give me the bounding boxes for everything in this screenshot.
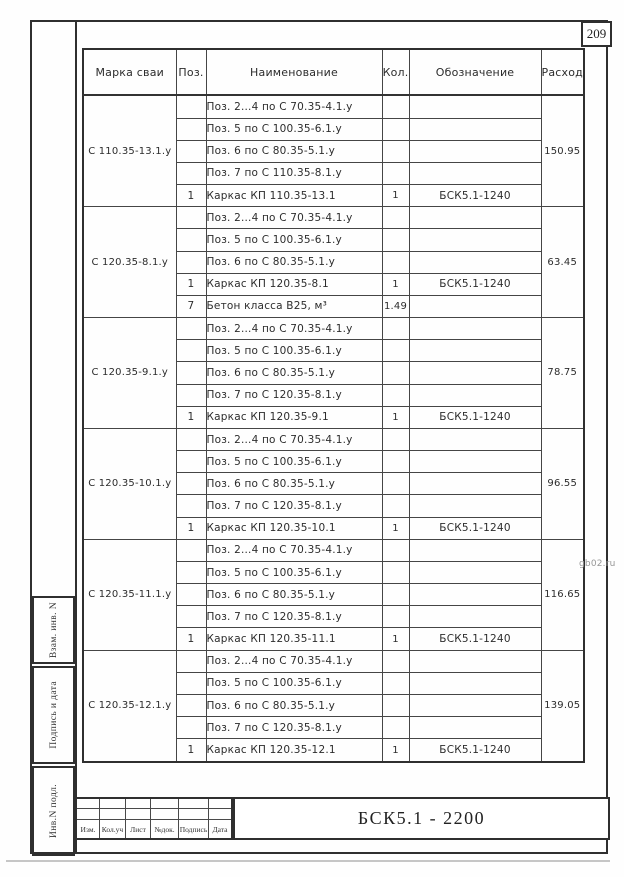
- revision-cell: [77, 799, 100, 809]
- qty-cell: [382, 340, 409, 362]
- designation-cell: [409, 539, 541, 561]
- designation-cell: [409, 694, 541, 716]
- name-cell: Поз. 7 по С 120.35-8.1.у: [206, 384, 382, 406]
- qty-cell: [382, 251, 409, 273]
- name-cell: Бетон класса В25, м³: [206, 295, 382, 317]
- qty-cell: [382, 451, 409, 473]
- designation-cell: [409, 717, 541, 739]
- designation-cell: [409, 251, 541, 273]
- name-cell: Поз. 6 по С 80.35-5.1.у: [206, 584, 382, 606]
- pos-cell: [176, 162, 206, 184]
- designation-cell: [409, 95, 541, 118]
- pos-cell: [176, 95, 206, 118]
- qty-cell: 1: [382, 628, 409, 650]
- mark-cell: С 120.35-8.1.у: [83, 207, 176, 318]
- doc-number-cell: [233, 797, 610, 840]
- designation-cell: [409, 140, 541, 162]
- name-cell: Поз. 2...4 по С 70.35-4.1.у: [206, 539, 382, 561]
- name-cell: Поз. 2...4 по С 70.35-4.1.у: [206, 318, 382, 340]
- name-cell: Поз. 7 по С 120.35-8.1.у: [206, 495, 382, 517]
- designation-cell: [409, 672, 541, 694]
- col-header-qty: Кол.: [382, 49, 409, 95]
- pos-cell: [176, 362, 206, 384]
- designation-cell: [409, 118, 541, 140]
- qty-cell: [382, 495, 409, 517]
- pos-cell: [176, 118, 206, 140]
- designation-cell: [409, 229, 541, 251]
- qty-cell: [382, 229, 409, 251]
- revision-cell: [151, 799, 179, 809]
- consumption-cell: 139.05: [541, 650, 584, 762]
- name-cell: Поз. 5 по С 100.35-6.1.у: [206, 118, 382, 140]
- designation-cell: [409, 473, 541, 495]
- qty-cell: 1: [382, 273, 409, 295]
- stamp-vzam-inv-n-label: Взам. инв. N: [48, 601, 59, 659]
- designation-cell: [409, 340, 541, 362]
- designation-cell: БСК5.1-1240: [409, 517, 541, 539]
- qty-cell: 1: [382, 185, 409, 207]
- pos-cell: [176, 606, 206, 628]
- pos-cell: 1: [176, 273, 206, 295]
- footer-label-list: Лист: [126, 820, 151, 838]
- qty-cell: 1: [382, 406, 409, 428]
- stamp-podpis-i-data: [32, 666, 75, 764]
- designation-cell: [409, 162, 541, 184]
- name-cell: Поз. 6 по С 80.35-5.1.у: [206, 140, 382, 162]
- footer-label-izm: Изм.: [77, 820, 100, 838]
- pos-cell: [176, 251, 206, 273]
- name-cell: Каркас КП 120.35-12.1: [206, 739, 382, 762]
- qty-cell: 1: [382, 517, 409, 539]
- pos-cell: [176, 384, 206, 406]
- name-cell: Поз. 5 по С 100.35-6.1.у: [206, 672, 382, 694]
- col-header-name: Наименование: [206, 49, 382, 95]
- name-cell: Поз. 5 по С 100.35-6.1.у: [206, 561, 382, 583]
- mark-cell: С 120.35-9.1.у: [83, 318, 176, 429]
- designation-cell: БСК5.1-1240: [409, 406, 541, 428]
- designation-cell: БСК5.1-1240: [409, 739, 541, 762]
- revision-cell: [209, 799, 231, 809]
- name-cell: Каркас КП 120.35-11.1: [206, 628, 382, 650]
- pos-cell: [176, 584, 206, 606]
- revision-cell: [77, 809, 100, 820]
- name-cell: Поз. 2...4 по С 70.35-4.1.у: [206, 207, 382, 229]
- stamp-vzam-inv-n: [32, 596, 75, 664]
- pos-cell: 1: [176, 628, 206, 650]
- doc-number: БСК5.1 - 2200: [357, 808, 486, 828]
- frame-left-inner-border: [75, 20, 77, 854]
- name-cell: Поз. 7 по С 110.35-8.1.у: [206, 162, 382, 184]
- revision-cell: [151, 809, 179, 820]
- pile-spec-table: [82, 48, 585, 763]
- table-row: [83, 650, 584, 672]
- pos-cell: [176, 340, 206, 362]
- designation-cell: [409, 207, 541, 229]
- designation-cell: [409, 295, 541, 317]
- name-cell: Поз. 2...4 по С 70.35-4.1.у: [206, 650, 382, 672]
- mark-cell: С 120.35-10.1.у: [83, 428, 176, 539]
- qty-cell: [382, 428, 409, 450]
- name-cell: Каркас КП 110.35-13.1: [206, 185, 382, 207]
- qty-cell: [382, 118, 409, 140]
- name-cell: Каркас КП 120.35-8.1: [206, 273, 382, 295]
- mark-cell: С 120.35-12.1.у: [83, 650, 176, 762]
- qty-cell: [382, 694, 409, 716]
- watermark: gb02.ru: [579, 559, 616, 569]
- name-cell: Поз. 6 по С 80.35-5.1.у: [206, 473, 382, 495]
- pos-cell: 7: [176, 295, 206, 317]
- pos-cell: [176, 318, 206, 340]
- qty-cell: [382, 362, 409, 384]
- qty-cell: [382, 95, 409, 118]
- pos-cell: [176, 672, 206, 694]
- designation-cell: БСК5.1-1240: [409, 185, 541, 207]
- name-cell: Поз. 5 по С 100.35-6.1.у: [206, 451, 382, 473]
- qty-cell: [382, 650, 409, 672]
- pos-cell: 1: [176, 739, 206, 762]
- pos-cell: [176, 207, 206, 229]
- name-cell: Поз. 5 по С 100.35-6.1.у: [206, 340, 382, 362]
- designation-cell: [409, 606, 541, 628]
- designation-cell: [409, 428, 541, 450]
- revision-cell: [100, 809, 126, 820]
- stamp-inv-n-podl: [32, 766, 75, 856]
- table-row: [83, 539, 584, 561]
- col-header-pos: Поз.: [176, 49, 206, 95]
- consumption-cell: 63.45: [541, 207, 584, 318]
- qty-cell: [382, 473, 409, 495]
- col-header-mark: Марка сваи: [83, 49, 176, 95]
- name-cell: Каркас КП 120.35-9.1: [206, 406, 382, 428]
- revision-cell: [126, 809, 151, 820]
- qty-cell: [382, 561, 409, 583]
- table-row: [83, 207, 584, 229]
- table-row: [83, 95, 584, 118]
- footer-label-koluch: Кол.уч: [100, 820, 126, 838]
- pos-cell: [176, 717, 206, 739]
- qty-cell: [382, 162, 409, 184]
- name-cell: Поз. 2...4 по С 70.35-4.1.у: [206, 428, 382, 450]
- pos-cell: [176, 140, 206, 162]
- pos-cell: [176, 473, 206, 495]
- qty-cell: [382, 717, 409, 739]
- scan-edge-line: [6, 860, 610, 862]
- name-cell: Поз. 6 по С 80.35-5.1.у: [206, 251, 382, 273]
- pos-cell: 1: [176, 406, 206, 428]
- pos-cell: 1: [176, 517, 206, 539]
- consumption-cell: 150.95: [541, 95, 584, 207]
- qty-cell: [382, 384, 409, 406]
- revision-cell: [179, 799, 209, 809]
- revision-cell: [126, 799, 151, 809]
- designation-cell: [409, 561, 541, 583]
- name-cell: Поз. 7 по С 120.35-8.1.у: [206, 606, 382, 628]
- pos-cell: [176, 694, 206, 716]
- stamp-inv-n-podl-label: Инв.N подл.: [48, 784, 59, 838]
- designation-cell: [409, 384, 541, 406]
- qty-cell: [382, 140, 409, 162]
- qty-cell: 1.49: [382, 295, 409, 317]
- qty-cell: 1: [382, 739, 409, 762]
- pos-cell: [176, 539, 206, 561]
- revision-cell: [209, 809, 231, 820]
- page-number-box: [581, 21, 612, 47]
- designation-cell: БСК5.1-1240: [409, 628, 541, 650]
- page-number: 209: [586, 26, 607, 41]
- pos-cell: [176, 229, 206, 251]
- consumption-cell: 96.55: [541, 428, 584, 539]
- name-cell: Каркас КП 120.35-10.1: [206, 517, 382, 539]
- qty-cell: [382, 207, 409, 229]
- name-cell: Поз. 6 по С 80.35-5.1.у: [206, 694, 382, 716]
- col-header-consumption: Расход: [541, 49, 584, 95]
- name-cell: Поз. 7 по С 120.35-8.1.у: [206, 717, 382, 739]
- table-row: [83, 318, 584, 340]
- designation-cell: [409, 318, 541, 340]
- mark-cell: С 120.35-11.1.у: [83, 539, 176, 650]
- mark-cell: С 110.35-13.1.у: [83, 95, 176, 207]
- qty-cell: [382, 539, 409, 561]
- designation-cell: [409, 650, 541, 672]
- pos-cell: [176, 561, 206, 583]
- pos-cell: [176, 650, 206, 672]
- table-row: [83, 428, 584, 450]
- consumption-cell: 78.75: [541, 318, 584, 429]
- designation-cell: [409, 495, 541, 517]
- revision-grid: [75, 797, 233, 840]
- col-header-designation: Обозначение: [409, 49, 541, 95]
- pos-cell: [176, 428, 206, 450]
- revision-cell: [100, 799, 126, 809]
- pos-cell: 1: [176, 185, 206, 207]
- designation-cell: БСК5.1-1240: [409, 273, 541, 295]
- revision-cell: [179, 809, 209, 820]
- pile-table-body: [83, 95, 584, 762]
- qty-cell: [382, 606, 409, 628]
- designation-cell: [409, 451, 541, 473]
- pos-cell: [176, 451, 206, 473]
- qty-cell: [382, 584, 409, 606]
- name-cell: Поз. 5 по С 100.35-6.1.у: [206, 229, 382, 251]
- stamp-podpis-i-data-label: Подпись и дата: [48, 681, 59, 749]
- designation-cell: [409, 584, 541, 606]
- header-row: [83, 49, 584, 95]
- pos-cell: [176, 495, 206, 517]
- qty-cell: [382, 318, 409, 340]
- name-cell: Поз. 2...4 по С 70.35-4.1.у: [206, 95, 382, 118]
- footer-label-podpis: Подпись: [179, 820, 209, 838]
- footer-label-data: Дата: [212, 824, 228, 834]
- name-cell: Поз. 6 по С 80.35-5.1.у: [206, 362, 382, 384]
- footer-label-ndok: №док.: [151, 820, 179, 838]
- consumption-cell: 116.65: [541, 539, 584, 650]
- designation-cell: [409, 362, 541, 384]
- qty-cell: [382, 672, 409, 694]
